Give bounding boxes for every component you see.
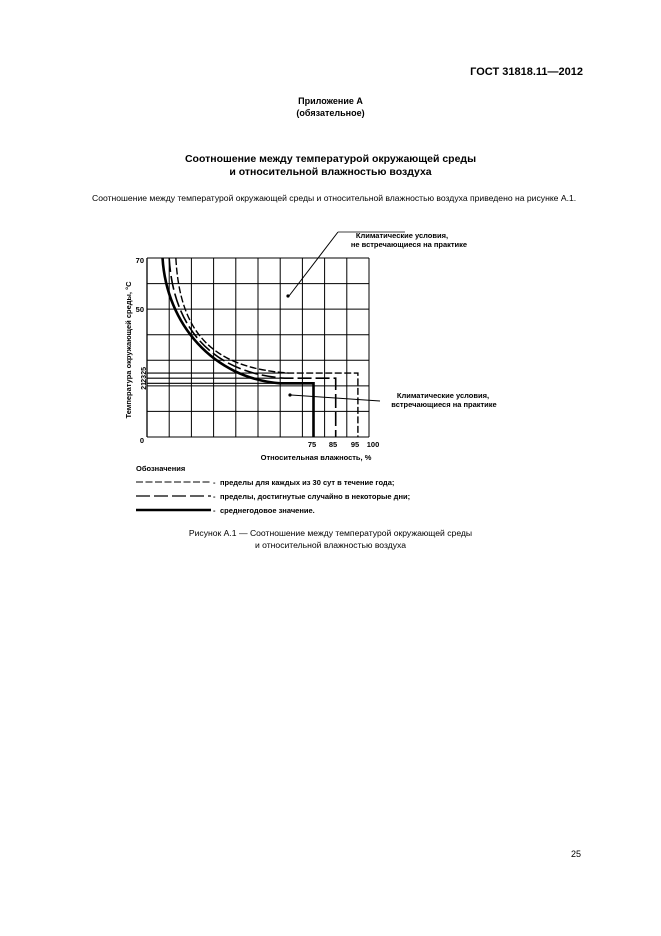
- legend-dash-prefix-3: -: [213, 506, 216, 515]
- y-tick-70: 70: [135, 256, 144, 265]
- y-tick-25: 25: [141, 367, 148, 375]
- legend-title: Обозначения: [136, 464, 186, 473]
- x-tick-95: 95: [350, 440, 360, 449]
- chart-grid: [147, 258, 369, 437]
- annotation-practical-line-2: встречающиеся на практике: [391, 400, 497, 409]
- x-tick-75: 75: [307, 440, 317, 449]
- appendix-status: (обязательное): [296, 108, 365, 118]
- annotation-impractical-line-1: Климатические условия,: [355, 231, 449, 240]
- annotation-practical-point: [288, 393, 291, 396]
- figure-caption-line-1: Рисунок А.1 — Соотношение между температурой окружающей среды: [188, 528, 473, 538]
- legend-dash-prefix: -: [213, 478, 216, 487]
- annotation-impractical-line-2: не встречающиеся на практике: [350, 240, 468, 249]
- curve-solid-bold: [163, 258, 314, 437]
- annotation-practical-line-1: Климатические условия,: [396, 391, 490, 400]
- legend-dash-prefix-2: -: [213, 492, 216, 501]
- y-axis-label: Температура окружающей среды, °С: [124, 281, 133, 419]
- curve-long-dash: [169, 258, 336, 437]
- intro-paragraph: Соотношение между температурой окружающей среды и относительной влажностью воздуха приведено на рисунке А.1.: [92, 193, 577, 203]
- section-title-line-2: и относительной влажностью воздуха: [229, 166, 432, 178]
- appendix-title: Приложение А: [298, 96, 363, 106]
- legend-label-dashed: пределы для каждых из 30 сут в течение года;: [220, 478, 395, 487]
- legend-label-long-dash: пределы, достигнутые случайно в некоторые дни;: [220, 492, 411, 501]
- figure-caption-line-2: и относительной влажностью воздуха: [254, 540, 407, 550]
- annotation-impractical-point: [286, 294, 289, 297]
- y-tick-23: 23: [141, 375, 148, 383]
- section-title-line-1: Соотношение между температурой окружающей среды: [184, 153, 477, 165]
- y-tick-50: 50: [135, 305, 144, 314]
- figure-caption: [0, 527, 661, 551]
- y-tick-21: 21: [141, 382, 148, 390]
- x-tick-100: 100: [366, 440, 380, 449]
- page-number: 25: [571, 849, 582, 859]
- x-axis-label: Относительная влажность, %: [260, 453, 372, 462]
- annotation-impractical-pointer: [289, 232, 338, 296]
- legend-label-solid: среднегодовое значение.: [220, 506, 315, 515]
- chart-curves: [147, 258, 358, 437]
- document-code: ГОСТ 31818.11—2012: [470, 66, 583, 78]
- y-tick-0: 0: [139, 436, 144, 445]
- x-tick-85: 85: [328, 440, 338, 449]
